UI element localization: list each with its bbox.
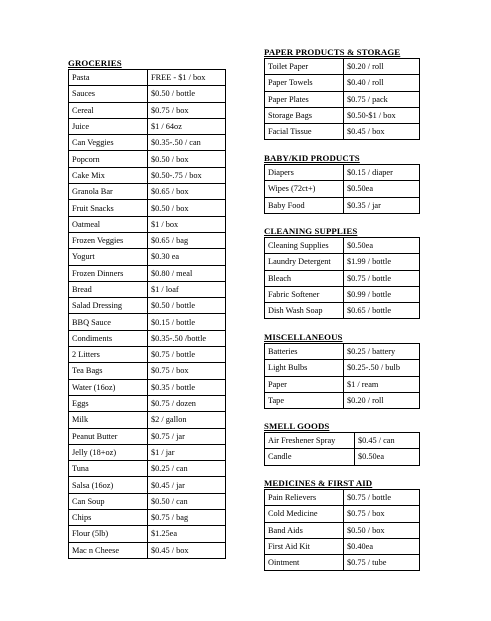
section-heading: BABY/KID PRODUCTS (264, 153, 360, 163)
item-name: Frozen Dinners (69, 265, 148, 281)
item-name: Flour (5lb) (69, 526, 148, 542)
item-price: $0.25-.50 / bulb (344, 360, 420, 376)
item-price: FREE - $1 / box (148, 70, 226, 86)
table-row (69, 347, 226, 363)
item-price: $0.45 / box (148, 542, 226, 558)
table-row (69, 70, 226, 86)
item-price: $0.15 / bottle (148, 314, 226, 330)
item-name: Dish Wash Soap (265, 303, 344, 319)
item-price: $0.40 / roll (344, 75, 420, 91)
item-price: $1.99 / bottle (344, 254, 420, 270)
table-row (265, 286, 420, 302)
item-price: $1 / ream (344, 376, 420, 392)
item-name: Laundry Detergent (265, 254, 344, 270)
item-price: $0.35 / bottle (148, 379, 226, 395)
item-price: $0.35-.50 /bottle (148, 330, 226, 346)
item-name: Condiments (69, 330, 148, 346)
table-row (265, 197, 420, 213)
table-row (69, 444, 226, 460)
section-heading: CLEANING SUPPLIES (264, 226, 358, 236)
item-price: $1 / loaf (148, 281, 226, 297)
table-row (265, 181, 420, 197)
item-price: $0.75 / box (344, 506, 420, 522)
table-row (69, 281, 226, 297)
table-row (265, 59, 420, 75)
miscellaneous-section (264, 332, 420, 409)
section-heading: GROCERIES (68, 58, 122, 68)
item-price: $0.35 / jar (344, 197, 420, 213)
table-row (69, 461, 226, 477)
table-row (69, 216, 226, 232)
item-name: Chips (69, 510, 148, 526)
price-table (264, 237, 420, 319)
table-row (69, 412, 226, 428)
table-row (69, 363, 226, 379)
item-name: Tape (265, 392, 344, 408)
item-name: Salsa (16oz) (69, 477, 148, 493)
table-row (265, 344, 420, 360)
item-name: Juice (69, 118, 148, 134)
table-row (265, 75, 420, 91)
price-table (264, 432, 420, 466)
item-name: Popcorn (69, 151, 148, 167)
item-price: $0.50 / box (148, 151, 226, 167)
item-price: $1.25ea (148, 526, 226, 542)
item-name: Sauces (69, 86, 148, 102)
item-price: $0.35-.50 / can (148, 135, 226, 151)
item-name: Frozen Veggies (69, 232, 148, 248)
item-name: Can Veggies (69, 135, 148, 151)
item-name: Pasta (69, 70, 148, 86)
item-price: $0.75 / bag (148, 510, 226, 526)
item-price: $0.45 / box (344, 124, 420, 140)
item-price: $0.15 / diaper (344, 165, 420, 181)
item-price: $0.65 / bottle (344, 303, 420, 319)
price-table (264, 58, 420, 140)
table-row (265, 124, 420, 140)
table-row (265, 555, 420, 571)
table-row (69, 200, 226, 216)
table-row (69, 265, 226, 281)
item-price: $0.50ea (344, 181, 420, 197)
item-name: Water (16oz) (69, 379, 148, 395)
item-name: First Aid Kit (265, 538, 344, 554)
table-row (69, 493, 226, 509)
item-name: Oatmeal (69, 216, 148, 232)
item-name: Jelly (18+oz) (69, 444, 148, 460)
item-price: $0.45 / can (355, 433, 420, 449)
table-row (69, 151, 226, 167)
item-price: $0.75 / box (148, 363, 226, 379)
section-heading: MISCELLANEOUS (264, 332, 343, 342)
table-row (265, 392, 420, 408)
item-name: Wipes (72ct+) (265, 181, 344, 197)
item-name: Peanut Butter (69, 428, 148, 444)
medicines-first-aid-section (264, 478, 420, 571)
item-price: $0.50 / bottle (148, 298, 226, 314)
item-name: Fabric Softener (265, 286, 344, 302)
item-name: Cereal (69, 102, 148, 118)
table-row (265, 449, 420, 465)
item-price: $0.50 / can (148, 493, 226, 509)
table-row (265, 107, 420, 123)
table-row (69, 542, 226, 558)
item-price: $0.30 ea (148, 249, 226, 265)
table-row (265, 91, 420, 107)
item-name: Cold Medicine (265, 506, 344, 522)
item-name: Baby Food (265, 197, 344, 213)
item-name: Batteries (265, 344, 344, 360)
table-row (265, 506, 420, 522)
item-price: $0.50 / bottle (148, 86, 226, 102)
table-row (69, 379, 226, 395)
item-name: 2 Litters (69, 347, 148, 363)
section-heading: PAPER PRODUCTS & STORAGE (264, 47, 401, 57)
table-row (265, 433, 420, 449)
table-row (69, 428, 226, 444)
item-name: Band Aids (265, 522, 344, 538)
item-name: Tea Bags (69, 363, 148, 379)
table-row (265, 165, 420, 181)
item-name: Cleaning Supplies (265, 238, 344, 254)
table-row (265, 270, 420, 286)
table-row (265, 522, 420, 538)
item-name: Bread (69, 281, 148, 297)
item-price: $0.65 / box (148, 184, 226, 200)
item-price: $0.20 / roll (344, 392, 420, 408)
item-price: $0.50ea (355, 449, 420, 465)
paper-products-section (264, 47, 420, 140)
price-table (264, 164, 420, 214)
table-row (69, 395, 226, 411)
table-row (265, 376, 420, 392)
item-price: $2 / gallon (148, 412, 226, 428)
section-heading: SMELL GOODS (264, 421, 330, 431)
table-row (69, 314, 226, 330)
item-price: $0.75 / pack (344, 91, 420, 107)
price-table (264, 343, 420, 409)
item-name: Pain Relievers (265, 490, 344, 506)
table-row (69, 477, 226, 493)
table-row (69, 184, 226, 200)
table-row (69, 102, 226, 118)
item-price: $0.75 / tube (344, 555, 420, 571)
table-row (265, 303, 420, 319)
item-price: $0.50ea (344, 238, 420, 254)
item-name: Mac n Cheese (69, 542, 148, 558)
table-row (69, 330, 226, 346)
table-row (69, 118, 226, 134)
table-row (265, 360, 420, 376)
item-price: $0.65 / bag (148, 232, 226, 248)
item-price: $0.25 / can (148, 461, 226, 477)
table-row (69, 135, 226, 151)
table-row (265, 538, 420, 554)
item-name: Toilet Paper (265, 59, 344, 75)
item-price: $0.75 / bottle (344, 270, 420, 286)
item-price: $1 / box (148, 216, 226, 232)
item-name: Paper Plates (265, 91, 344, 107)
item-price: $0.80 / meal (148, 265, 226, 281)
item-name: Bleach (265, 270, 344, 286)
item-name: Granola Bar (69, 184, 148, 200)
smell-goods-section (264, 421, 420, 466)
table-row (69, 510, 226, 526)
section-heading: MEDICINES & FIRST AID (264, 478, 373, 488)
table-row (69, 167, 226, 183)
item-name: Facial Tissue (265, 124, 344, 140)
item-name: Yogurt (69, 249, 148, 265)
item-name: Light Bulbs (265, 360, 344, 376)
item-price: $0.50 / box (344, 522, 420, 538)
table-row (69, 298, 226, 314)
item-name: Eggs (69, 395, 148, 411)
item-name: Can Soup (69, 493, 148, 509)
item-price: $1 / 64oz (148, 118, 226, 134)
baby-kid-section (264, 153, 420, 214)
item-name: Salad Dressing (69, 298, 148, 314)
price-table (264, 489, 420, 571)
item-price: $0.25 / battery (344, 344, 420, 360)
item-price: $0.40ea (344, 538, 420, 554)
groceries-section (68, 58, 226, 559)
item-name: Cake Mix (69, 167, 148, 183)
cleaning-supplies-section (264, 226, 420, 319)
item-price: $0.20 / roll (344, 59, 420, 75)
item-price: $0.50 / box (148, 200, 226, 216)
item-name: BBQ Sauce (69, 314, 148, 330)
item-name: Milk (69, 412, 148, 428)
item-name: Tuna (69, 461, 148, 477)
item-price: $0.99 / bottle (344, 286, 420, 302)
item-price: $0.50-.75 / box (148, 167, 226, 183)
table-row (69, 249, 226, 265)
item-price: $0.75 / dozen (148, 395, 226, 411)
table-row (69, 232, 226, 248)
table-row (265, 238, 420, 254)
item-price: $0.75 / bottle (344, 490, 420, 506)
item-name: Storage Bags (265, 107, 344, 123)
item-price: $0.75 / jar (148, 428, 226, 444)
item-name: Paper Towels (265, 75, 344, 91)
item-price: $1 / jar (148, 444, 226, 460)
item-name: Ointment (265, 555, 344, 571)
table-row (69, 526, 226, 542)
table-row (265, 254, 420, 270)
item-name: Fruit Snacks (69, 200, 148, 216)
price-table (68, 69, 226, 559)
item-name: Diapers (265, 165, 344, 181)
item-price: $0.75 / bottle (148, 347, 226, 363)
item-price: $0.50-$1 / box (344, 107, 420, 123)
item-name: Air Freshener Spray (265, 433, 355, 449)
item-price: $0.75 / box (148, 102, 226, 118)
table-row (265, 490, 420, 506)
item-name: Candle (265, 449, 355, 465)
item-name: Paper (265, 376, 344, 392)
table-row (69, 86, 226, 102)
item-price: $0.45 / jar (148, 477, 226, 493)
